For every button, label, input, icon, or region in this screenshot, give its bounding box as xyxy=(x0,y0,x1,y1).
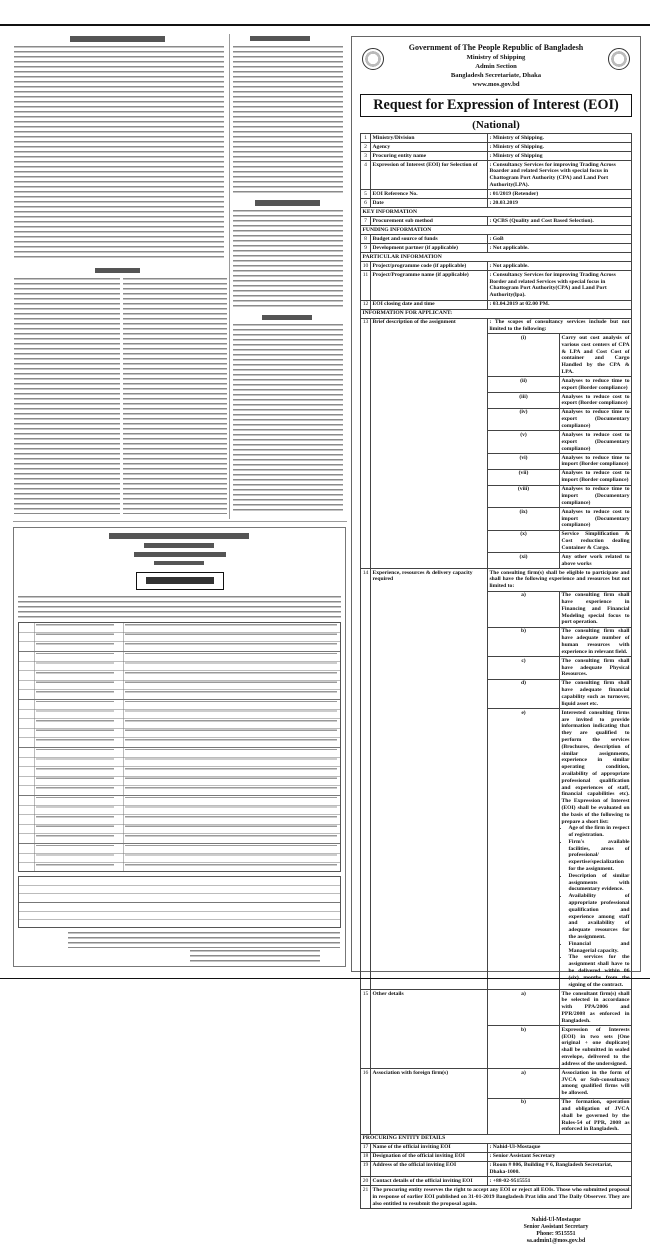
row-number: 6 xyxy=(361,199,371,208)
reservation-note: The procuring entity reserves the right to accept any EOI or reject all EOIs. Those who submitted proposal in response of earlier EOI published on 31-01-2019 Bangladesh Prat idin and The Daily Observer. They are also entitled to resubmit the proposal again. xyxy=(372,1187,630,1207)
row-number: 9 xyxy=(361,244,371,253)
row-intro: The consulting firm(s) shall be eligible to participate and shall have the following experience and resources but not limited to: xyxy=(489,569,630,590)
row-label: Address of the official inviting EOI xyxy=(371,1161,488,1177)
sub-item-text xyxy=(560,709,632,990)
section-header xyxy=(361,208,632,217)
headline-bar xyxy=(262,315,312,320)
row-value: : QCBS (Quality and Cost Based Selection). xyxy=(488,217,632,226)
eoi-row xyxy=(361,1161,632,1177)
eoi-row xyxy=(361,199,632,208)
row-value: : Nahid-Ul-Mostaque xyxy=(488,1143,632,1152)
section-header xyxy=(361,309,632,318)
section-header xyxy=(361,253,632,262)
row-number: 14 xyxy=(361,569,371,990)
row-label: Name of the official inviting EOI xyxy=(371,1143,488,1152)
sub-item-text: Analyses to reduce cost to export (Documentary compliance) xyxy=(561,432,630,452)
sub-item-key: (ix) xyxy=(488,508,560,531)
government-line: Government of The People Republic of Bangladesh xyxy=(408,43,584,52)
eoi-subrow xyxy=(361,990,632,1026)
row-number: 13 xyxy=(361,318,371,569)
eoi-row xyxy=(361,569,632,592)
sub-item-key: (i) xyxy=(488,334,560,377)
eoi-subtitle: (National) xyxy=(472,119,520,131)
sub-item-text: Carry out cost analysis of various cost centers of CPA & LPA and Cost Cost of container and Cargo Handled by the CPA & LPA. xyxy=(561,334,630,375)
ad-notes-text xyxy=(68,932,340,948)
ad-title-bar xyxy=(146,577,214,584)
sub-item-text: The consulting firm shall have adequate financial capability such as turnover, liquid asset etc. xyxy=(561,680,630,707)
row-number: 2 xyxy=(361,142,371,151)
mujib-borsho-logo xyxy=(608,48,630,70)
column-rule xyxy=(13,521,347,522)
row-number: 1 xyxy=(361,134,371,143)
sub-item-key: (ii) xyxy=(488,377,560,393)
signatory-email[interactable]: sa.admin1@mos.gov.bd xyxy=(526,1238,586,1244)
criteria-item: • The services for the assignment shall have to be delivered within 06 (six) months from the signing of the contract. xyxy=(569,954,630,988)
row-label: Project/Programme name (if applicable) xyxy=(371,271,488,300)
eoi-row xyxy=(361,1177,632,1186)
row-label: EOI closing date and time xyxy=(371,300,488,309)
ad-intro-text xyxy=(18,596,341,618)
section-title: PARTICULAR INFORMATION xyxy=(361,253,632,262)
row-label: Designation of the official inviting EOI xyxy=(371,1152,488,1161)
sub-item-key: a) xyxy=(488,591,560,627)
article-text-block xyxy=(233,324,343,514)
section-title: INFORMATION FOR APPLICANT: xyxy=(361,309,632,318)
section-title: FUNDING INFORMATION xyxy=(361,226,632,235)
eoi-row xyxy=(361,142,632,151)
sub-item-text: Analyses to reduce cost to import (Documentary compliance) xyxy=(561,508,630,529)
row-number: 8 xyxy=(361,235,371,244)
ad-grid-text xyxy=(36,624,114,870)
row-number: 5 xyxy=(361,190,371,199)
column-rule xyxy=(229,34,230,519)
row-label: Contact details of the official inviting EOI xyxy=(371,1177,488,1186)
sub-item-text: The formation, operation and obligation of JVCA shall be governed by the Rules-54 of PPR, 2008 as enforced in Bangladesh. xyxy=(561,1099,630,1133)
headline-bar xyxy=(250,36,310,41)
sub-item-text: Expression of Interests (EOI) in two sets [One original + one duplicate] shall be submitted in sealed envelope, delivered to the address of the undersigned. xyxy=(561,1026,630,1067)
eoi-row xyxy=(361,190,632,199)
row-number: 3 xyxy=(361,151,371,160)
row-number: 15 xyxy=(361,990,371,1069)
row-number: 18 xyxy=(361,1152,371,1161)
signatory-phone: Phone: 9515551 xyxy=(536,1231,576,1237)
eoi-row xyxy=(361,160,632,189)
website-link[interactable]: www.mos.gov.bd xyxy=(472,81,520,88)
headline-bar xyxy=(255,200,320,206)
ad-heading-bar xyxy=(144,543,214,548)
row-label: Procuring entity name xyxy=(371,151,488,160)
criteria-item: • Financial and Managerial capacity. xyxy=(569,941,630,955)
signatory-designation: Senior Assistant Secretary xyxy=(523,1224,589,1230)
row-value: : 03.04.2019 at 02.00 PM. xyxy=(488,300,632,309)
sub-item-key: a) xyxy=(488,990,560,1026)
eoi-row xyxy=(361,300,632,309)
sub-item-key: (v) xyxy=(488,431,560,454)
sub-item-key: b) xyxy=(488,627,560,656)
sub-item-key: (vi) xyxy=(488,454,560,470)
article-text-block xyxy=(14,46,224,260)
sub-item-text: Analyses to reduce time to export (Documentary compliance) xyxy=(561,409,630,430)
row-label: Procurement sub method xyxy=(371,217,488,226)
page-footer-rule xyxy=(0,978,650,984)
sub-item-text: Analyses to reduce cost to import (Border compliance) xyxy=(561,470,630,484)
row-label: Project/programme code (if applicable) xyxy=(371,262,488,271)
row-value: : 01/2019 (Retender) xyxy=(488,190,632,199)
section-line: Admin Section xyxy=(475,63,517,70)
row-label: Association with foreign firm(s) xyxy=(371,1069,488,1135)
sub-item-text: Analyses to reduce time to export (Border compliance) xyxy=(561,377,630,391)
eoi-table xyxy=(360,133,632,1209)
row-number: 20 xyxy=(361,1177,371,1186)
sub-item-key: (vii) xyxy=(488,469,560,485)
row-label: Budget and source of funds xyxy=(371,235,488,244)
sub-item-key: b) xyxy=(488,1026,560,1069)
row-number: 10 xyxy=(361,262,371,271)
ad-signature-text xyxy=(190,950,320,964)
sub-item-key: (x) xyxy=(488,530,560,553)
sub-item-text: Analyses to reduce time to import (Documentary compliance) xyxy=(561,486,630,506)
sub-item-key: a) xyxy=(488,1069,560,1098)
row-label: Brief description of the assignment xyxy=(371,318,488,569)
row-number: 11 xyxy=(361,271,371,300)
row-label: Development partner (if applicable) xyxy=(371,244,488,253)
ad-heading-bar xyxy=(154,561,204,565)
sub-item-key: (xi) xyxy=(488,553,560,569)
sub-item-text: The consulting firm shall have adequate Physical Resources. xyxy=(561,657,630,678)
row-intro: : The scopes of consultancy services include but not limited to the following: xyxy=(489,319,630,332)
eoi-row xyxy=(361,1186,632,1209)
criteria-list xyxy=(569,825,630,988)
sub-item-text: Association in the form of JVCA or Sub-consultancy among qualified firms will be allowed. xyxy=(561,1069,630,1097)
sub-item-key: e) xyxy=(488,709,560,990)
address-line: Bangladesh Secretariate, Dhaka xyxy=(450,72,542,79)
row-label: Date xyxy=(371,199,488,208)
sub-item-key: d) xyxy=(488,679,560,708)
row-value: : Consultancy Services for improving Trading Across Boarder and related Services with special focus in Chattogram Port Authority (CPA) and Land Port Authority(LPA). xyxy=(488,160,632,189)
headline-bar xyxy=(70,36,165,42)
ad-grid-text xyxy=(125,624,337,870)
signature-block xyxy=(480,1217,632,1245)
sub-item-key: (viii) xyxy=(488,485,560,508)
row-value: : Senior Assistant Secretary xyxy=(488,1152,632,1161)
sub-item-text: Analyses to reduce time to import (Border compliance) xyxy=(561,454,630,468)
headline-bar xyxy=(95,268,140,273)
row-value: : Ministry of Shipping. xyxy=(488,134,632,143)
sub-item-text: Analyses to reduce cost to export (Border compliance) xyxy=(561,393,630,407)
section-header xyxy=(361,226,632,235)
row-value: : Room # 806, Building # 6, Bangladesh Secretariat, Dhaka-1000. xyxy=(488,1161,632,1177)
row-label: Ministry/Division xyxy=(371,134,488,143)
row-number: 4 xyxy=(361,160,371,189)
row-value: : 20.03.2019 xyxy=(488,199,632,208)
article-text-block xyxy=(14,278,120,514)
eoi-row xyxy=(361,262,632,271)
signatory-name: Nahid-Ul-Mostaque xyxy=(531,1217,581,1223)
criteria-item: • Description of similar assignments with documentary evidence. xyxy=(569,873,630,893)
sub-item-key: c) xyxy=(488,657,560,680)
sub-item-key: (iv) xyxy=(488,408,560,431)
sub-item-text: The consultant firm(s) shall be selected in accordance with PPA/2006 and PPR/2008 as enforced in Bangladesh. xyxy=(561,990,630,1024)
article-text-block xyxy=(233,46,343,194)
sub-item-text: Any other work related to above works xyxy=(561,553,630,567)
row-value: : Not applicable. xyxy=(488,262,632,271)
criteria-item: • Age of the firm in respect of registration. xyxy=(569,825,630,839)
row-number: 16 xyxy=(361,1069,371,1135)
row-label: Other details xyxy=(371,990,488,1069)
eoi-title: Request for Expression of Interest (EOI) xyxy=(360,94,632,117)
row-value: : Ministry of Shipping xyxy=(488,151,632,160)
row-number: 17 xyxy=(361,1143,371,1152)
row-label: Expression of Interest (EOI) for Selection of xyxy=(371,160,488,189)
ad-schedule-table xyxy=(18,876,341,928)
criteria-item: • Availability of appropriate professional qualification and experience among staff and availability of adequate resources for the assignment. xyxy=(569,893,630,941)
section-title: PROCURING ENTITY DETAILS xyxy=(361,1134,632,1143)
row-number: 7 xyxy=(361,217,371,226)
tender-notice-ad xyxy=(13,527,346,967)
sub-item-text: The consulting firm shall have experience in Financing and Financial Modeling special focus to port operation. xyxy=(561,592,630,626)
eoi-row xyxy=(361,271,632,300)
row-number: 19 xyxy=(361,1161,371,1177)
row-value: : Not applicable. xyxy=(488,244,632,253)
ad-heading-bar xyxy=(134,552,226,557)
article-text-block xyxy=(123,278,227,514)
section-title: KEY INFORMATION xyxy=(361,208,632,217)
row-value: : Ministry of Shipping. xyxy=(488,142,632,151)
row-value: : +88-02-9515551 xyxy=(488,1177,632,1186)
sub-item-text: The consulting firm shall have adequate number of human resources with experience in relevant field. xyxy=(561,628,630,655)
eoi-row xyxy=(361,235,632,244)
sub-item-key: (iii) xyxy=(488,393,560,409)
ad-header xyxy=(360,42,632,89)
eoi-row xyxy=(361,318,632,334)
article-text-block xyxy=(233,210,343,308)
eoi-subrow xyxy=(361,1069,632,1098)
ministry-line: Ministry of Shipping xyxy=(466,54,526,61)
row-value: : Consultancy Services for improving Trading Across Border and related Services with special focus in Chattogram Port Authority(CPA) and Land Port Authority(lpa). xyxy=(488,271,632,300)
eoi-row xyxy=(361,134,632,143)
eoi-row xyxy=(361,1152,632,1161)
row-number: 21 xyxy=(361,1186,371,1209)
row-label: EOI Reference No. xyxy=(371,190,488,199)
criteria-item: • Firm's available facilities, areas of professional/ expertise/specialization for the assignment. xyxy=(569,839,630,873)
eoi-row xyxy=(361,151,632,160)
ad-heading-bar xyxy=(109,533,249,539)
sub-item-text: Service Simplification & Cost reduction dealing Container & Cargo. xyxy=(561,531,630,551)
eoi-row xyxy=(361,217,632,226)
sub-item-key: b) xyxy=(488,1098,560,1134)
eoi-row xyxy=(361,244,632,253)
eoi-advertisement xyxy=(351,36,641,1244)
government-seal-logo xyxy=(362,48,384,70)
section-header xyxy=(361,1134,632,1143)
row-label: Experience, resources & delivery capacity required xyxy=(371,569,488,990)
criteria-intro: Interested consulting firms are invited to provide information indicating that they are qualified to perform the services (Brochures, description of similar assignments, experience in similar operating condition, availability of appropriate professional qualification and experiences of staff, financial capabilities etc). The Expression of Interest (EOI) shall be evaluated on the basis of the following to prepare a short list: xyxy=(561,709,630,825)
row-value: : GoB xyxy=(488,235,632,244)
row-number: 12 xyxy=(361,300,371,309)
row-label: Agency xyxy=(371,142,488,151)
eoi-row xyxy=(361,1143,632,1152)
masthead xyxy=(0,0,650,26)
